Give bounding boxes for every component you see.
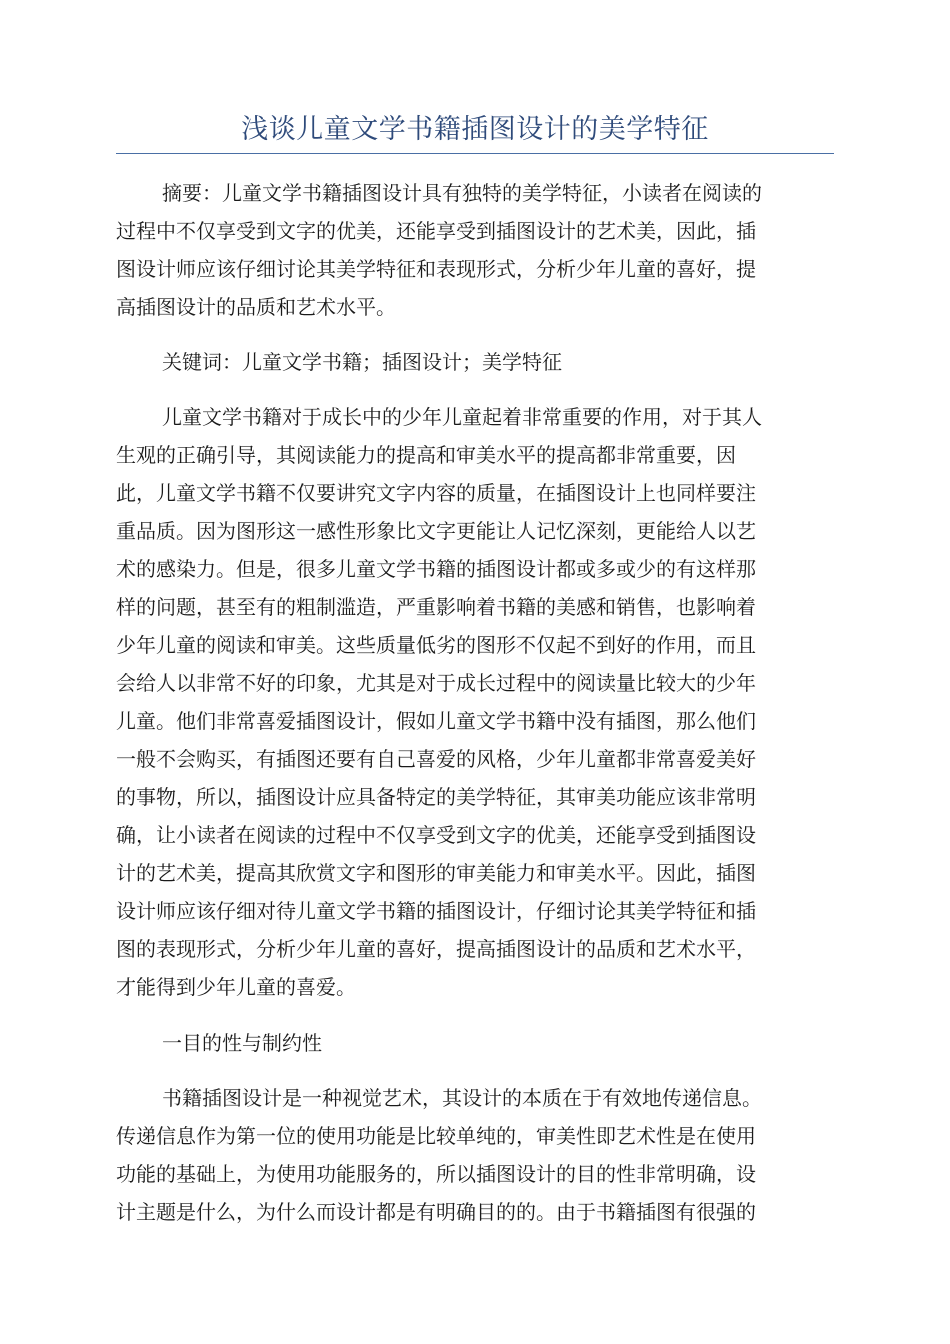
abstract-line: 图设计师应该仔细讨论其美学特征和表现形式，分析少年儿童的喜好，提 <box>116 257 756 281</box>
section-line: 功能的基础上，为使用功能服务的，所以插图设计的目的性非常明确，设 <box>116 1162 756 1186</box>
body-line: 生观的正确引导，其阅读能力的提高和审美水平的提高都非常重要，因 <box>116 443 736 467</box>
body-line: 术的感染力。但是，很多儿童文学书籍的插图设计都或多或少的有这样那 <box>116 557 756 581</box>
title-underline <box>116 153 834 154</box>
abstract-line: 高插图设计的品质和艺术水平。 <box>116 295 396 319</box>
abstract-line: 过程中不仅享受到文字的优美，还能享受到插图设计的艺术美，因此，插 <box>116 219 756 243</box>
section-paragraph <box>116 1079 834 1231</box>
body-line: 此，儿童文学书籍不仅要讲究文字内容的质量，在插图设计上也同样要注 <box>116 481 756 505</box>
keywords-line: 关键词：儿童文学书籍；插图设计；美学特征 <box>162 350 562 374</box>
body-line: 儿童。他们非常喜爱插图设计，假如儿童文学书籍中没有插图，那么他们 <box>116 709 756 733</box>
body-line: 设计师应该仔细对待儿童文学书籍的插图设计，仔细讨论其美学特征和插 <box>116 899 756 923</box>
keywords-paragraph <box>116 343 834 381</box>
body-line: 会给人以非常不好的印象，尤其是对于成长过程中的阅读量比较大的少年 <box>116 671 756 695</box>
body-line: 一般不会购买，有插图还要有自己喜爱的风格，少年儿童都非常喜爱美好 <box>116 747 756 771</box>
section-heading: 一目的性与制约性 <box>162 1031 322 1055</box>
body-line: 儿童文学书籍对于成长中的少年儿童起着非常重要的作用，对于其人 <box>162 405 762 429</box>
body-line: 重品质。因为图形这一感性形象比文字更能让人记忆深刻，更能给人以艺 <box>116 519 756 543</box>
body-line: 图的表现形式，分析少年儿童的喜好，提高插图设计的品质和艺术水平， <box>116 937 756 961</box>
section-line: 书籍插图设计是一种视觉艺术，其设计的本质在于有效地传递信息。 <box>162 1086 762 1110</box>
document-title: 浅谈儿童文学书籍插图设计的美学特征 <box>241 114 709 145</box>
section-line: 传递信息作为第一位的使用功能是比较单纯的，审美性即艺术性是在使用 <box>116 1124 756 1148</box>
body-line: 计的艺术美，提高其欣赏文字和图形的审美能力和审美水平。因此，插图 <box>116 861 756 885</box>
body-line: 的事物，所以，插图设计应具备特定的美学特征，其审美功能应该非常明 <box>116 785 756 809</box>
body-line: 确，让小读者在阅读的过程中不仅享受到文字的优美，还能享受到插图设 <box>116 823 756 847</box>
abstract-paragraph <box>116 174 834 326</box>
section-heading-paragraph <box>116 1024 834 1062</box>
section-line: 计主题是什么，为什么而设计都是有明确目的的。由于书籍插图有很强的 <box>116 1200 756 1224</box>
abstract-line: 摘要：儿童文学书籍插图设计具有独特的美学特征，小读者在阅读的 <box>162 181 762 205</box>
body-line: 样的问题，甚至有的粗制滥造，严重影响着书籍的美感和销售，也影响着 <box>116 595 756 619</box>
body-line: 少年儿童的阅读和审美。这些质量低劣的图形不仅起不到好的作用，而且 <box>116 633 756 657</box>
body-paragraph <box>116 398 834 1006</box>
body-line: 才能得到少年儿童的喜爱。 <box>116 975 356 999</box>
